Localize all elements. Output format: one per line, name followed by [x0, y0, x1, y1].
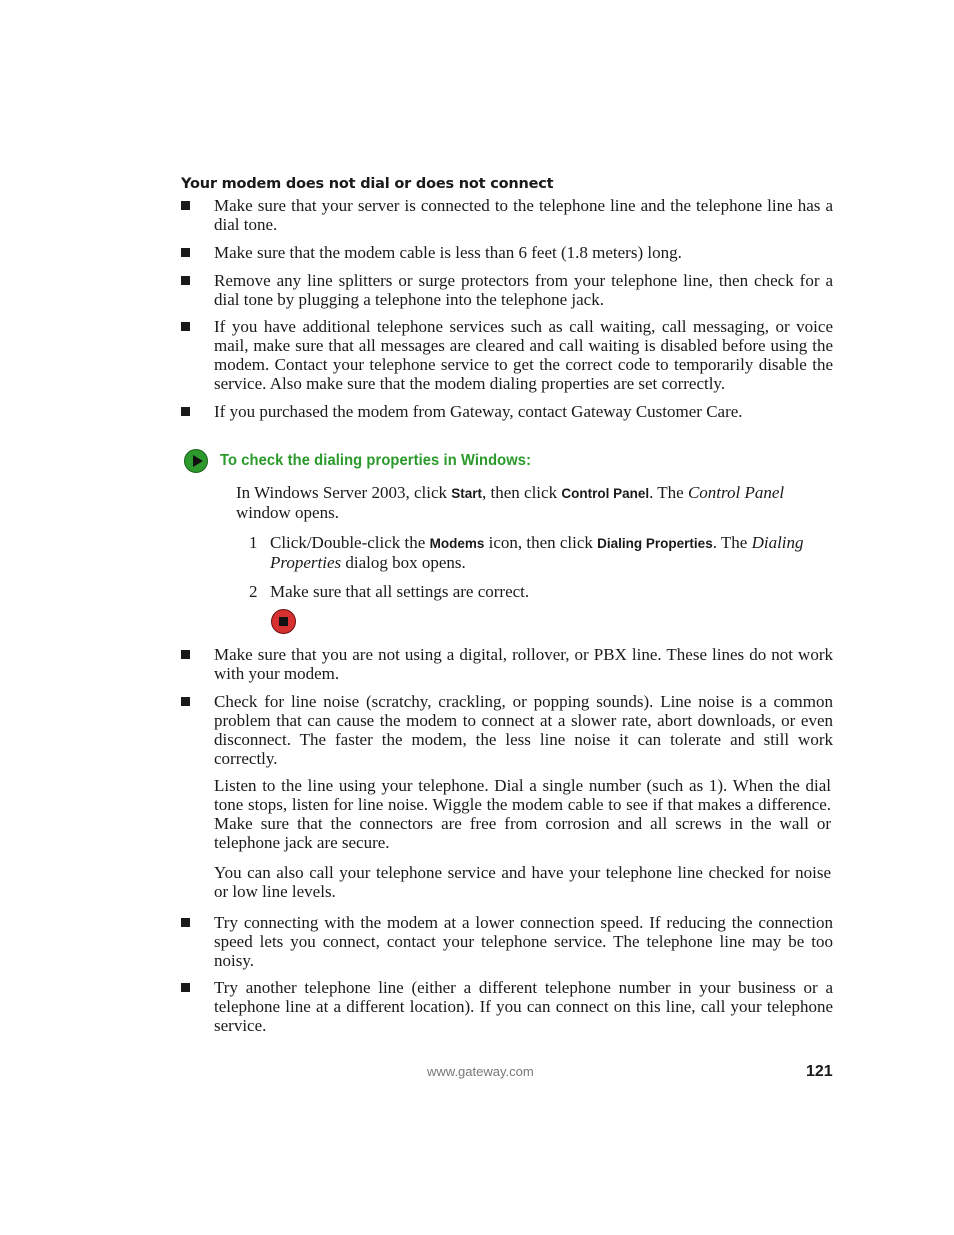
procedure-step-2	[249, 582, 833, 601]
footer-url-link[interactable]: www.gateway.com	[427, 1064, 534, 1079]
list-item-paragraph: Listen to the line using your telephone. Dial a single number (such as 1). When the dial tone stops, listen for line noise. Wiggle the modem cable to see if that makes a difference. Make sure that the connectors are free from corrosion and all screws in the wall or telephone jack are secure.	[214, 776, 831, 852]
list-item	[181, 978, 833, 1035]
step-text-part: icon, then click	[484, 533, 598, 552]
intro-text: window opens.	[236, 503, 339, 522]
list-item	[181, 913, 833, 970]
intro-text: In Windows Server 2003, click	[236, 483, 452, 502]
list-item-text: Make sure that your server is connected to the telephone line and the telephone line has a dial tone.	[214, 196, 833, 234]
list-item-text: Try another telephone line (either a different telephone number in your business or a telephone line at a different location). If you can connect on this line, call your telephone service.	[214, 978, 833, 1035]
list-item	[181, 271, 833, 309]
list-item-text: Remove any line splitters or surge protectors from your telephone line, then check for a dial tone by plugging a telephone into the telephone jack.	[214, 271, 833, 309]
bullet-square-icon	[181, 650, 190, 659]
bullet-square-icon	[181, 322, 190, 331]
intro-emphasis: Control Panel	[687, 483, 785, 502]
step-text-part: dialog box opens.	[341, 553, 466, 572]
step-text-part: . The	[712, 533, 752, 552]
section-heading: Your modem does not dial or does not connect	[181, 176, 554, 192]
list-item-text: If you purchased the modem from Gateway, contact Gateway Customer Care.	[214, 402, 743, 421]
step-number: 2	[249, 582, 258, 601]
green-play-arrow-icon	[184, 449, 208, 473]
page-number: 121	[806, 1063, 833, 1080]
ui-modems-label: Modems	[429, 536, 485, 551]
bullet-square-icon	[181, 697, 190, 706]
list-item	[181, 692, 833, 768]
step-text	[270, 533, 833, 572]
bullet-square-icon	[181, 983, 190, 992]
intro-text: . The	[649, 483, 688, 502]
list-item	[181, 402, 833, 421]
procedure-title: To check the dialing properties in Windows:	[220, 452, 532, 469]
list-item-paragraph: You can also call your telephone service and have your telephone line checked for noise or low line levels.	[214, 863, 831, 901]
step-number: 1	[249, 533, 258, 552]
ui-control-panel-label: Control Panel	[561, 486, 650, 501]
list-item	[181, 196, 833, 234]
list-item-text: Make sure that you are not using a digital, rollover, or PBX line. These lines do not work with your modem.	[214, 645, 833, 683]
ui-dialing-properties-label: Dialing Properties	[597, 536, 713, 551]
list-item-text: Make sure that the modem cable is less than 6 feet (1.8 meters) long.	[214, 243, 682, 262]
bullet-square-icon	[181, 918, 190, 927]
list-item	[181, 317, 833, 393]
list-item-text: Check for line noise (scratchy, crackling, or popping sounds). Line noise is a common problem that can cause the modem to connect at a slower rate, abort downloads, or even disconnect. The faster the modem, the less line noise it can tolerate and still work correctly.	[214, 692, 833, 768]
list-item-text: If you have additional telephone services such as call waiting, call messaging, or voice mail, make sure that all messages are cleared and call waiting is disabled before using the modem. Contact your telephone service to get the correct code to temporarily disable the service. Also make sure that the modem dialing properties are set correctly.	[214, 317, 833, 393]
bullet-square-icon	[181, 248, 190, 257]
ui-start-label: Start	[451, 486, 483, 501]
step-text-part: Click/Double-click the	[270, 533, 430, 552]
step-text: Make sure that all settings are correct.	[270, 582, 530, 601]
step-emphasis: Dialing Properties	[270, 533, 804, 572]
intro-text: , then click	[482, 483, 562, 502]
procedure-intro	[236, 483, 814, 522]
list-item	[181, 645, 833, 683]
bullet-square-icon	[181, 407, 190, 416]
bullet-square-icon	[181, 201, 190, 210]
bullet-square-icon	[181, 276, 190, 285]
procedure-heading	[184, 448, 558, 474]
list-item-text: Try connecting with the modem at a lower connection speed. If reducing the connection speed lets you connect, contact your telephone service. The telephone line may be too noisy.	[214, 913, 833, 970]
red-stop-icon	[271, 609, 296, 634]
procedure-step-1	[249, 533, 833, 572]
list-item	[181, 243, 833, 262]
